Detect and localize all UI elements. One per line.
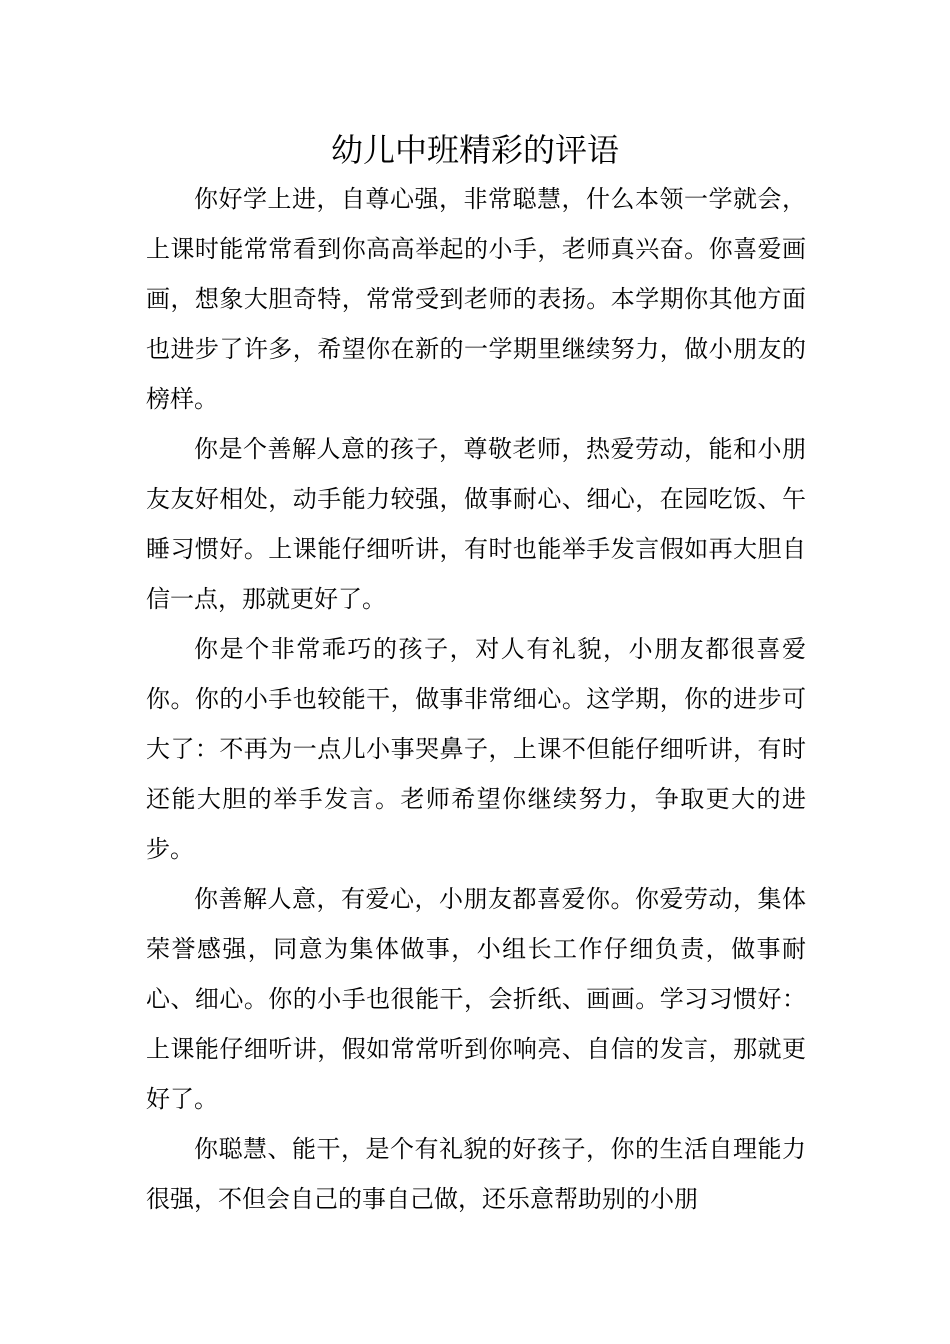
paragraph-4: 你善解人意，有爱心，小朋友都喜爱你。你爱劳动，集体荣誉感强，同意为集体做事，小组长工作仔细负责，做事耐心、细心。你的小手也很能干，会折纸、画画。学习习惯好：上课能仔细听讲，假如常常听到你响亮、自信的发言，那就更好了。 bbox=[146, 885, 806, 1113]
paragraph-2: 你是个善解人意的孩子，尊敬老师，热爱劳动，能和小朋友友好相处，动手能力较强，做事耐心、细心，在园吃饭、午睡习惯好。上课能仔细听讲，有时也能举手发言假如再大胆自信一点，那就更好了。 bbox=[146, 435, 806, 613]
paragraph-3: 你是个非常乖巧的孩子，对人有礼貌，小朋友都很喜爱你。你的小手也较能干，做事非常细心。这学期，你的进步可大了：不再为一点儿小事哭鼻子，上课不但能仔细听讲，有时还能大胆的举手发言。老师希望你继续努力，争取更大的进步。 bbox=[146, 635, 806, 863]
document-title: 幼儿中班精彩的评语 bbox=[330, 131, 619, 169]
paragraph-5: 你聪慧、能干，是个有礼貌的好孩子，你的生活自理能力很强，不但会自己的事自己做，还乐意帮助别的小朋 bbox=[146, 1135, 806, 1213]
document-body bbox=[146, 174, 806, 1224]
paragraph-1: 你好学上进，自尊心强，非常聪慧，什么本领一学就会，上课时能常常看到你高高举起的小手，老师真兴奋。你喜爱画画，想象大胆奇特，常常受到老师的表扬。本学期你其他方面也进步了许多，希望你在新的一学期里继续努力，做小朋友的榜样。 bbox=[146, 185, 806, 413]
